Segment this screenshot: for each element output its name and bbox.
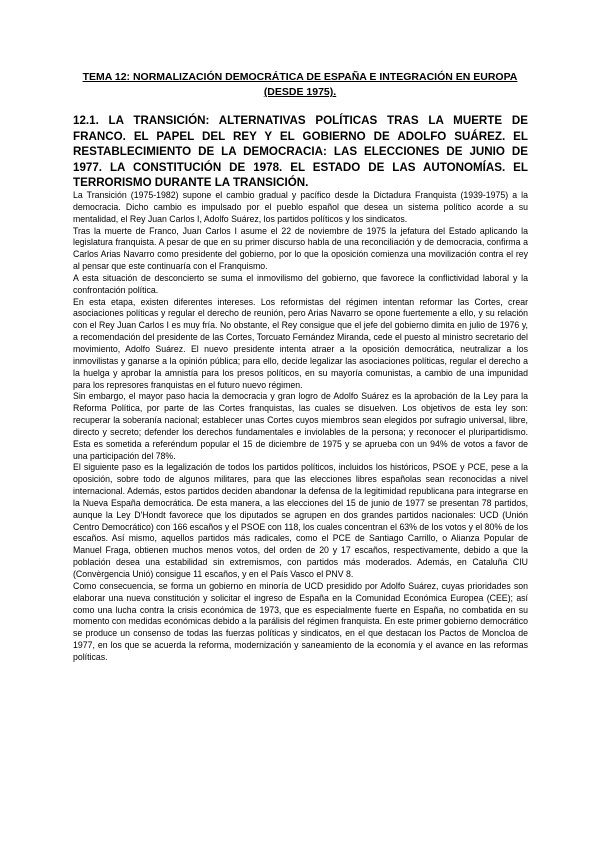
paragraph: A esta situación de desconcierto se suma el inmovilismo del gobierno, que favorece la conflictividad laboral y la confrontación política.: [73, 272, 528, 295]
paragraph: Como consecuencia, se forma un gobierno en minoría de UCD presidido por Adolfo Suárez, cuyas prioridades son elaborar una nueva constitución y solicitar el ingreso de España en la Comunidad Económica Europea (CEE); así como una lucha contra la crisis económica de 1973, que es especialmente fuerte en España, no combatida en su momento con medidas económicas debido a la parálisis del régimen franquista. En este primer gobierno democrático se produce un consenso de todas las fuerzas políticas y sindicatos, en el que destacan los Pactos de Moncloa de 1977, en los que se acuerda la reforma, modernización y saneamiento de la economía y el avance en las reformas políticas.: [73, 580, 528, 662]
paragraph: En esta etapa, existen diferentes intereses. Los reformistas del régimen intentan reformar las Cortes, crear asociaciones políticas y regular el derecho de reunión, pero Arias Navarro se opone fuertemente a ello, y su relación con el Rey Juan Carlos I es muy fría. No obstante, el Rey consigue que el jefe del gobierno dimita en julio de 1976 y, a recomendación del presidente de las Cortes, Torcuato Fernández Miranda, cede el puesto al ministro secretario del movimiento, Adolfo Suárez. El nuevo presidente intenta atraer a la oposición democrática, neutralizar a los inmovilistas y ganarse a la opinión pública; para ello, decide legalizar las asociaciones políticas, regular el derecho a la huelga y aprobar la amnistía para los presos políticos, en su mayoría comunistas, a cambio de una impunidad para los represores franquistas en el futuro nuevo régimen.: [73, 296, 528, 390]
document-body: [73, 190, 528, 664]
document-title: TEMA 12: NORMALIZACIÓN DEMOCRÁTICA DE ESPAÑA E INTEGRACIÓN EN EUROPA (DESDE 1975).: [82, 71, 518, 98]
paragraph: El siguiente paso es la legalización de todos los partidos políticos, incluidos los históricos, PSOE y PCE, pese a la oposición, sobre todo de algunos militares, para que las elecciones libres españolas sean reconocidas a nivel internacional. Además, estos partidos deciden abandonar la defensa de la legitimidad republicana para integrarse en la Nueva España democrática. De esta manera, a las elecciones del 15 de junio de 1977 se presentan 78 partidos, aunque la Ley D'Hondt favorece que los diputados se agrupen en dos grandes partidos nacionales: UCD (Unión Centro Democrático) con 166 escaños y el PSOE con 118, los cuales concentran el 63% de los votos y el 80% de los escaños. Así mismo, aquellos partidos más radicales, como el PCE de Santiago Carrillo, o Alianza Popular de Manuel Fraga, obtienen muchos menos votos, del orden de 20 y 17 escaños, respectivamente, debido a que la población desea una estabilidad sin extremismos, con partidos más moderados. Además, en Cataluña CIU (Convèrgencia Unió) consigue 11 escaños, y en el País Vasco el PNV 8.: [73, 462, 528, 579]
paragraph: Tras la muerte de Franco, Juan Carlos I asume el 22 de noviembre de 1975 la jefatura del Estado aplicando la legislatura franquista. A pesar de que en su primer discurso habla de una reconciliación y de democracia, confirma a Carlos Arias Navarro como presidente del gobierno, por lo que la oposición comienza una movilización contra el rey al pensar que este continuaría con el Franquismo.: [73, 225, 528, 272]
paragraph: Sin embargo, el mayor paso hacia la democracia y gran logro de Adolfo Suárez es la aprobación de la Ley para la Reforma Política, por parte de las Cortes franquistas, las cuales se disuelven. Los objetivos de esta ley son: recuperar la soberanía nacional; establecer unas Cortes cuyos miembros sean elegidos por sufragio universal, libre, directo y secreto; defender los derechos fundamentales e inviolables de la persona; y reconocer el pluripartidismo. Esta es sometida a referéndum popular el 15 de diciembre de 1975 y se aprueba con un 94% de votos a favor de una participación del 78%.: [73, 391, 528, 461]
section-heading: 12.1. LA TRANSICIÓN: ALTERNATIVAS POLÍTICAS TRAS LA MUERTE DE FRANCO. EL PAPEL DEL REY Y EL GOBIERNO DE ADOLFO SUÁREZ. EL RESTABLECIMIENTO DE LA DEMOCRACIA: LAS ELECCIONES DE JUNIO DE 1977. LA CONSTITUCIÓN DE 1978. EL ESTADO DE LAS AUTONOMÍAS. EL TERRORISMO DURANTE LA TRANSICIÓN.: [73, 114, 528, 189]
paragraph: La Transición (1975-1982) supone el cambio gradual y pacífico desde la Dictadura Franquista (1939-1975) a la democracia. Dicho cambio es impulsado por el pueblo español que desea un sistema político acorde a su mentalidad, el Rey Juan Carlos I, Adolfo Suárez, los partidos políticos y los sindicatos.: [73, 190, 528, 224]
